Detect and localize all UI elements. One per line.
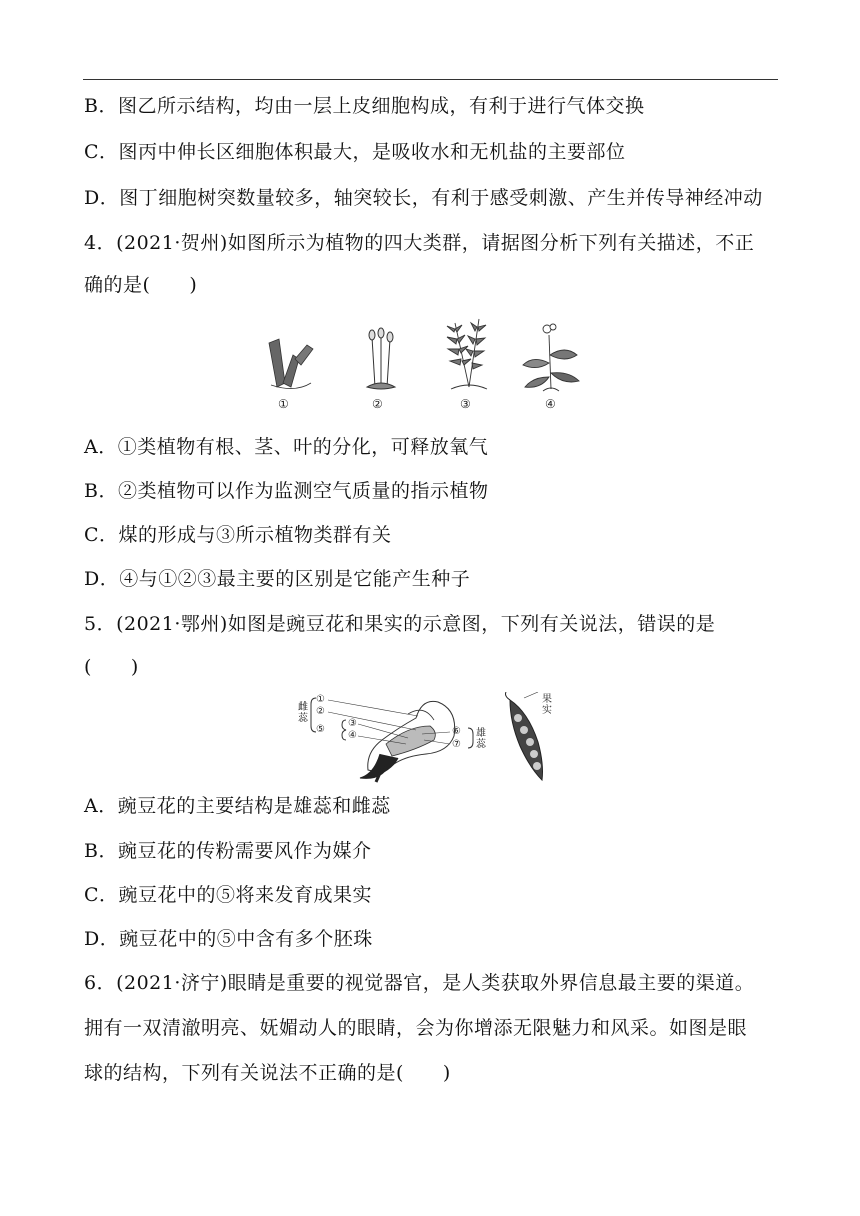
stamen-label: 雄 蕊: [476, 728, 486, 750]
label-3: ③: [348, 718, 357, 729]
label-1: ①: [316, 694, 325, 705]
question-6-stem-cont-1: 拥有一双清澈明亮、妩媚动人的眼睛，会为你增添无限魅力和风采。如图是眼: [84, 1017, 748, 1039]
pea-flower-figure: [298, 692, 568, 784]
moss-illustration: [367, 328, 395, 389]
caption-2: ②: [372, 397, 383, 411]
question-4-stem: 4．(2021·贺州)如图所示为植物的四大类群，请据图分析下列有关描述，不正: [84, 232, 755, 254]
label-4: ④: [348, 730, 357, 741]
fern-illustration: [447, 319, 487, 389]
label-7: ⑦: [452, 739, 461, 750]
caption-4: ④: [545, 397, 556, 411]
caption-3: ③: [460, 397, 471, 411]
question-6-stem: 6．(2021·济宁)眼睛是重要的视觉器官，是人类获取外界信息最主要的渠道。: [84, 972, 755, 994]
question-4-option-d: D．④与①②③最主要的区别是它能产生种子: [84, 568, 471, 590]
question-5-option-c: C．豌豆花中的⑤将来发育成果实: [84, 884, 373, 906]
label-6: ⑥: [452, 726, 461, 737]
caption-1: ①: [278, 397, 289, 411]
question-5-option-a: A．豌豆花的主要结构是雄蕊和雌蕊: [84, 795, 391, 817]
label-2: ②: [316, 706, 325, 717]
question-4-option-b: B．②类植物可以作为监测空气质量的指示植物: [84, 480, 489, 502]
top-rule: [83, 79, 778, 80]
seed-plant-illustration: [523, 324, 579, 391]
question-5-option-d: D．豌豆花中的⑤中含有多个胚珠: [84, 928, 373, 950]
pea-pod-illustration: [506, 692, 543, 780]
algae-illustration: [269, 339, 313, 389]
pistil-label: 雌 蕊: [298, 702, 308, 724]
question-4-option-a: A．①类植物有根、茎、叶的分化，可释放氧气: [84, 436, 489, 458]
question-4-option-c: C．煤的形成与③所示植物类群有关: [84, 524, 392, 546]
plant-groups-figure: [255, 315, 605, 415]
label-5: ⑤: [316, 724, 325, 735]
option-d-prev: D．图丁细胞树突数量较多，轴突较长，有利于感受刺激、产生并传导神经冲动: [84, 187, 763, 209]
option-b-prev: B．图乙所示结构，均由一层上皮细胞构成，有利于进行气体交换: [84, 95, 645, 117]
question-4-stem-cont: 确的是( ): [84, 274, 198, 296]
pea-flower-illustration: [298, 692, 568, 784]
question-6-stem-cont-2: 球的结构，下列有关说法不正确的是( ): [84, 1062, 451, 1084]
option-c-prev: C．图丙中伸长区细胞体积最大，是吸收水和无机盐的主要部位: [84, 141, 626, 163]
question-5-stem-cont: ( ): [84, 656, 139, 678]
fruit-label: 果 实: [542, 694, 552, 716]
question-5-option-b: B．豌豆花的传粉需要风作为媒介: [84, 840, 372, 862]
question-5-stem: 5．(2021·鄂州)如图是豌豆花和果实的示意图，下列有关说法，错误的是: [84, 613, 716, 635]
